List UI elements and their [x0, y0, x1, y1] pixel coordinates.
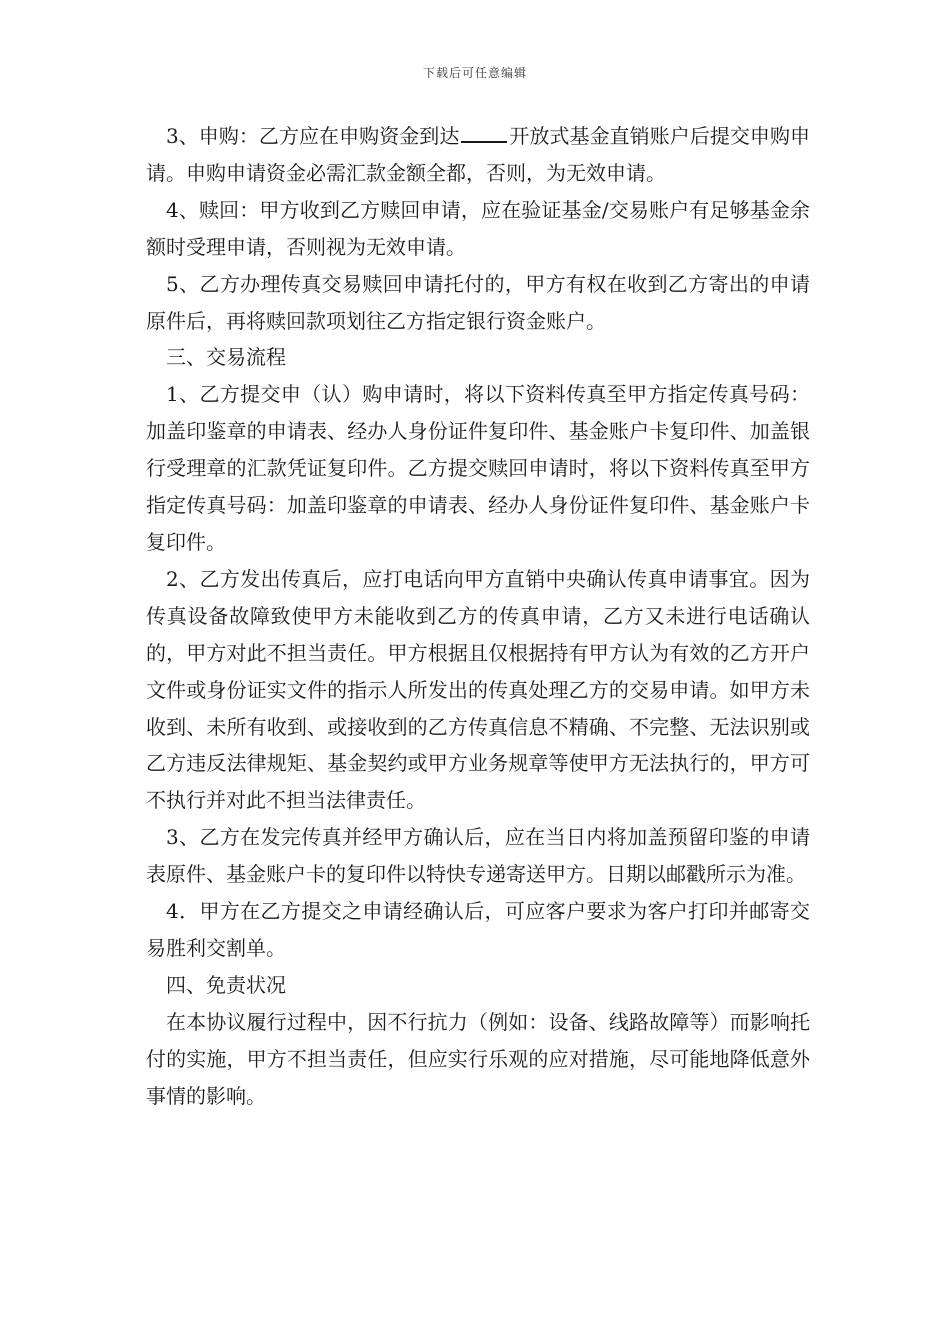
paragraph-process-1: 1、乙方提交申（认）购申请时，将以下资料传真至甲方指定传真号码：加盖印鉴章的申请表、经办人身份证件复印件、基金账户卡复印件、加盖银行受理章的汇款凭证复印件。乙方提交赎回申请时，将以下资料传真至甲方指定传真号码：加盖印鉴章的申请表、经办人身份证件复印件、基金账户卡复印件。 — [146, 382, 810, 554]
paragraph-fax-redemption: 5、乙方办理传真交易赎回申请托付的，甲方有权在收到乙方寄出的申请原件后，再将赎回款项划往乙方指定银行资金账户。 — [146, 271, 810, 333]
paragraph-subscription — [146, 118, 810, 192]
paragraph-subscription-end: 开放式基金直销账户后提交申购申请。申购申请资金必需汇款金额全都，否则，为无效申请。 — [146, 124, 810, 185]
paragraph-subscription-start: 3、申购：乙方应在申购资金到达 — [166, 124, 460, 148]
page-header: 下载后可任意编辑 — [422, 66, 527, 80]
section-heading-trading-process: 三、交易流程 — [166, 345, 286, 370]
section-heading-exemption: 四、免责状况 — [166, 972, 286, 997]
paragraph-process-2: 2、乙方发出传真后，应打电话向甲方直销中央确认传真申请事宜。因为传真设备故障致使甲方未能收到乙方的传真申请，乙方又未进行电话确认的，甲方对此不担当责任。甲方根据且仅根据持有甲方认为有效的乙方开户文件或身份证实文件的指示人所发出的传真处理乙方的交易申请。如甲方未收到、未所有收到、或接收到的乙方传真信息不精确、不完整、无法识别或乙方违反法律规矩、基金契约或甲方业务规章等使甲方无法执行的，甲方可不执行并对此不担当法律责任。 — [146, 566, 810, 813]
blank-underline — [461, 123, 507, 143]
paragraph-process-3: 3、乙方在发完传真并经甲方确认后，应在当日内将加盖预留印鉴的申请表原件、基金账户卡的复印件以特快专递寄送甲方。日期以邮戳所示为准。 — [146, 825, 810, 887]
document-body — [146, 118, 810, 1114]
paragraph-exemption: 在本协议履行过程中，因不行抗力（例如：设备、线路故障等）而影响托付的实施，甲方不担当责任，但应实行乐观的应对措施，尽可能地降低意外事情的影响。 — [146, 1009, 810, 1108]
paragraph-redemption: 4、赎回：甲方收到乙方赎回申请，应在验证基金/交易账户有足够基金余额时受理申请，否则视为无效申请。 — [146, 197, 810, 259]
paragraph-process-4: 4．甲方在乙方提交之申请经确认后，可应客户要求为客户打印并邮寄交易胜利交割单。 — [146, 899, 810, 960]
